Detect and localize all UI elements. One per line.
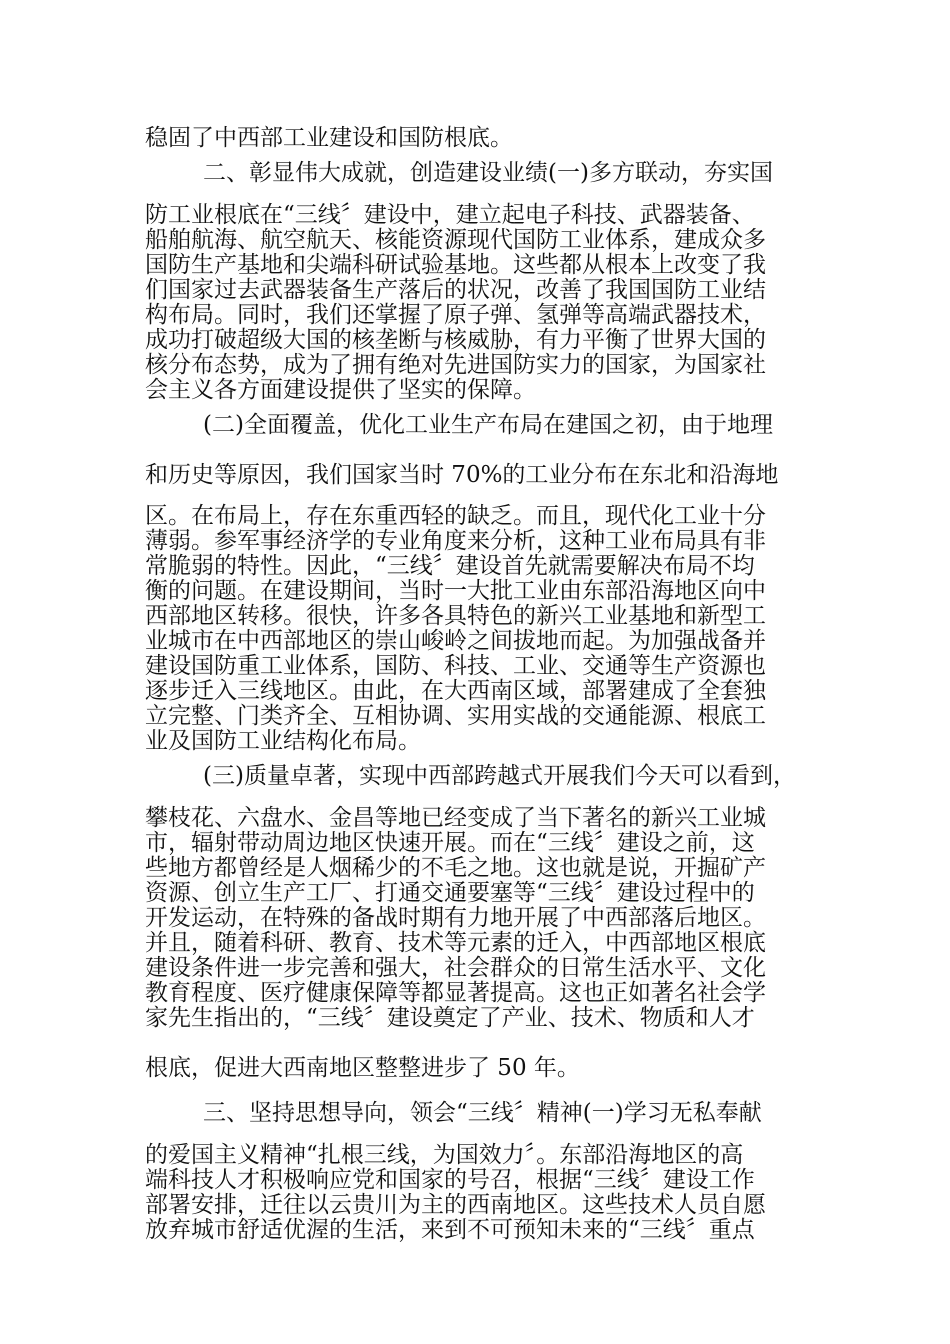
text-line: 建设条件进一步完善和强大，社会群众的日常生活水平、文化 (145, 955, 766, 981)
text-line: 防工业根底在“三线〞建设中，建立起电子科技、武器装备、 (145, 202, 755, 228)
text-line: 业城市在中西部地区的崇山峻岭之间拔地而起。为加强战备并 (145, 628, 766, 654)
subsection-heading-2: (二)全面覆盖，优化工业生产布局在建国之初，由于地理 (203, 412, 773, 438)
subsection-heading-3: (三)质量卓著，实现中西部跨越式开展我们今天可以看到， (203, 763, 796, 789)
text-line: 家先生指出的，“三线〞建设奠定了产业、技术、物质和人才 (145, 1005, 755, 1031)
text-line: 放弃城市舒适优渥的生活，来到不可预知未来的“三线〞重点 (145, 1217, 755, 1243)
text-line: 开发运动，在特殊的备战时期有力地开展了中西部落后地区。 (145, 905, 766, 931)
text-line: 并且，随着科研、教育、技术等元素的迁入，中西部地区根底 (145, 930, 766, 956)
text-line: 核分布态势，成为了拥有绝对先进国防实力的国家，为国家社 (145, 352, 766, 378)
text-line: 教育程度、医疗健康保障等都显著提高。这也正如著名社会学 (145, 980, 766, 1006)
text-line: 业及国防工业结构化布局。 (145, 728, 421, 754)
text-line: 船舶航海、航空航天、核能资源现代国防工业体系，建成众多 (145, 227, 766, 253)
text-line: 衡的问题。在建设期间，当时一大批工业由东部沿海地区向中 (145, 578, 766, 604)
text-line: 的爱国主义精神“扎根三线，为国效力〞。东部沿海地区的高 (145, 1142, 744, 1168)
text-line: 部署安排，迁往以云贵川为主的西南地区。这些技术人员自愿 (145, 1192, 766, 1218)
text-line: 稳固了中西部工业建设和国防根底。 (145, 125, 513, 151)
text-line: 常脆弱的特性。因此，“三线〞建设首先就需要解决布局不均 (145, 553, 755, 579)
text-line: 攀枝花、六盘水、金昌等地已经变成了当下著名的新兴工业城 (145, 805, 766, 831)
text-line: 区。在布局上，存在东重西轻的缺乏。而且，现代化工业十分 (145, 503, 766, 529)
text-line: 市，辐射带动周边地区快速开展。而在“三线〞建设之前，这 (145, 830, 755, 856)
text-line: 建设国防重工业体系，国防、科技、工业、交通等生产资源也 (145, 653, 766, 679)
text-line: 薄弱。参军事经济学的专业角度来分析，这种工业布局具有非 (145, 528, 766, 554)
text-line: 和历史等原因，我们国家当时 70%的工业分布在东北和沿海地 (145, 462, 779, 488)
text-line: 西部地区转移。很快，许多各具特色的新兴工业基地和新型工 (145, 603, 766, 629)
text-line: 构布局。同时，我们还掌握了原子弹、氢弹等高端武器技术， (145, 302, 766, 328)
text-line: 端科技人才积极响应党和国家的号召，根据“三线〞建设工作 (145, 1167, 755, 1193)
section-heading-2: 二、彰显伟大成就，创造建设业绩(一)多方联动，夯实国 (203, 160, 773, 186)
text-line: 根底，促进大西南地区整整进步了 50 年。 (145, 1055, 580, 1081)
text-line: 逐步迁入三线地区。由此，在大西南区域，部署建成了全套独 (145, 678, 766, 704)
text-line: 立完整、门类齐全、互相协调、实用实战的交通能源、根底工 (145, 703, 766, 729)
text-line: 们国家过去武器装备生产落后的状况，改善了我国国防工业结 (145, 277, 766, 303)
text-line: 成功打破超级大国的核垄断与核威胁，有力平衡了世界大国的 (145, 327, 766, 353)
text-line: 些地方都曾经是人烟稀少的不毛之地。这也就是说，开掘矿产 (145, 855, 766, 881)
text-line: 资源、创立生产工厂、打通交通要塞等“三线〞建设过程中的 (145, 880, 755, 906)
text-line: 会主义各方面建设提供了坚实的保障。 (145, 377, 536, 403)
section-heading-3: 三、坚持思想导向，领会“三线〞精神(一)学习无私奉献 (203, 1100, 762, 1126)
text-line: 国防生产基地和尖端科研试验基地。这些都从根本上改变了我 (145, 252, 766, 278)
